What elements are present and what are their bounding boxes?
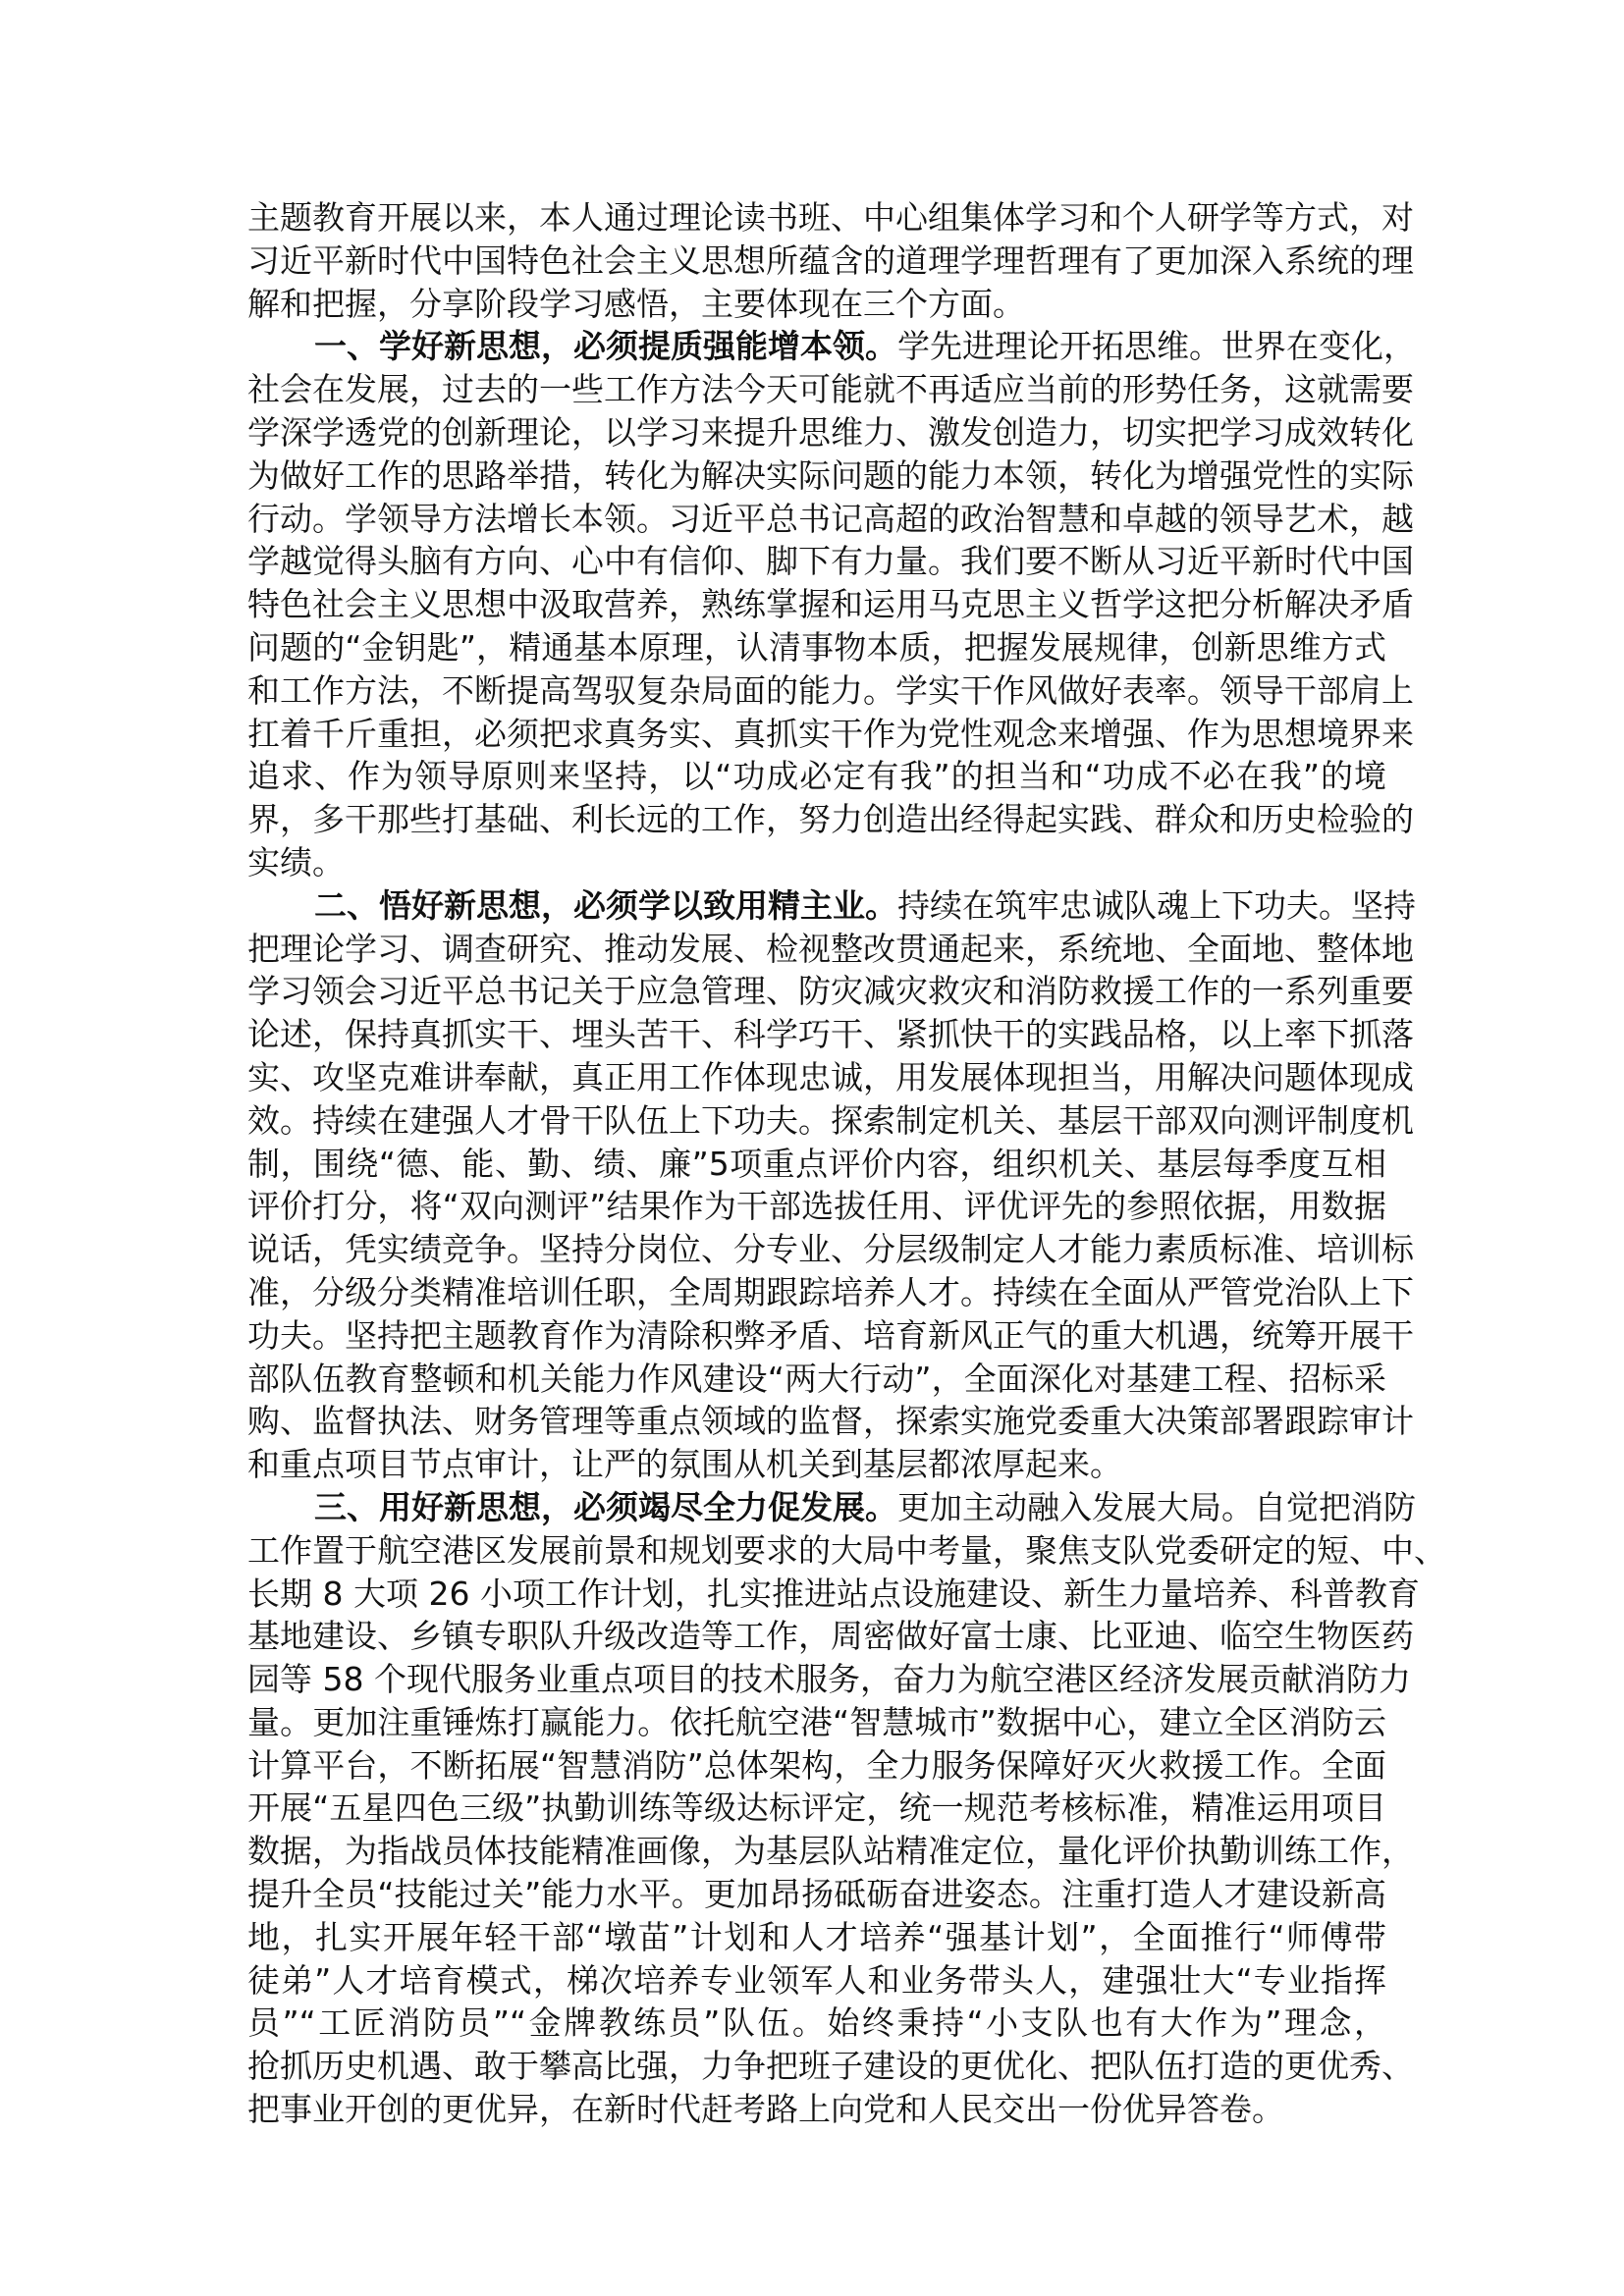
text-line bbox=[247, 1185, 1386, 1228]
text-line bbox=[247, 1830, 1414, 1873]
text-line bbox=[247, 283, 1386, 326]
line-text: 扛着千斤重担，必须把求真务实、真抓实干作为党性观念来增强、作为思想境界来 bbox=[247, 714, 1414, 753]
text-line bbox=[247, 1228, 1414, 1271]
line-text: 把事业开创的更优异，在新时代赶考路上向党和人民交出一份优异答卷。 bbox=[247, 2090, 1284, 2129]
line-text: 特色社会主义思想中汲取营养，熟练掌握和运用马克思主义哲学这把分析解决矛盾 bbox=[247, 585, 1414, 624]
text-line bbox=[247, 1959, 1386, 2002]
paragraph bbox=[247, 884, 1416, 1486]
text-line bbox=[247, 970, 1414, 1013]
line-text: 主题教育开展以来，本人通过理论读书班、中心组集体学习和个人研学等方式，对 bbox=[247, 198, 1414, 237]
line-text: 学深学透党的创新理论，以学习来提升思维力、激发创造力，切实把学习成效转化 bbox=[247, 412, 1414, 452]
line-text: 论述，保持真抓实干、埋头苦干、科学巧干、紧抓快干的实践品格，以上率下抓落 bbox=[247, 1015, 1414, 1054]
line-text: 为做好工作的思路举措，转化为解决实际问题的能力本领，转化为增强党性的实际 bbox=[247, 455, 1414, 495]
text-line bbox=[247, 626, 1386, 669]
line-text: 计算平台，不断拓展“智慧消防”总体架构，全力服务保障好灭火救援工作。全面 bbox=[247, 1745, 1386, 1785]
line-text: 制，围绕“德、能、勤、绩、廉”5项重点评价内容，组织机关、基层每季度互相 bbox=[247, 1144, 1386, 1183]
line-text: 更加主动融入发展大局。自觉把消防 bbox=[897, 1487, 1416, 1526]
text-line bbox=[247, 240, 1414, 283]
section-heading: 二、悟好新思想，必须学以致用精主业。 bbox=[314, 885, 897, 925]
text-line bbox=[247, 1056, 1414, 1099]
text-line bbox=[247, 540, 1414, 583]
text-line bbox=[247, 1873, 1386, 1916]
line-text: 地，扎实开展年轻干部“墩苗”计划和人才培养“强基计划”，全面推行“师傅带 bbox=[247, 1917, 1386, 1956]
text-line bbox=[247, 325, 1416, 368]
line-text: 社会在发展，过去的一些工作方法今天可能就不再适应当前的形势任务，这就需要 bbox=[247, 370, 1414, 409]
text-line bbox=[247, 1916, 1386, 1959]
line-text: 学先进理论开拓思维。世界在变化， bbox=[897, 327, 1416, 366]
text-line bbox=[247, 884, 1416, 928]
line-text: 效。持续在建强人才骨干队伍上下功夫。探索制定机关、基层干部双向测评制度机 bbox=[247, 1100, 1414, 1140]
line-text: 开展“五星四色三级”执勤训练等级达标评定，统一规范考核标准，精准运用项目 bbox=[247, 1789, 1386, 1828]
section-heading: 一、学好新思想，必须提质强能增本领。 bbox=[314, 327, 897, 366]
text-line bbox=[247, 1314, 1414, 1358]
line-text: 园等 58 个现代服务业重点项目的技术服务，奋力为航空港区经济发展贡献消防力 bbox=[247, 1660, 1411, 1699]
text-line bbox=[247, 669, 1414, 713]
line-text: 行动。学领导方法增长本领。习近平总书记高超的政治智慧和卓越的领导艺术，越 bbox=[247, 499, 1414, 538]
paragraph bbox=[247, 196, 1414, 325]
text-line bbox=[247, 1573, 1420, 1616]
text-line bbox=[247, 1143, 1386, 1186]
line-text: 功夫。坚持把主题教育作为清除积弊矛盾、培育新风正气的重大机遇，统筹开展干 bbox=[247, 1315, 1414, 1355]
line-text: 界，多干那些打基础、利长远的工作，努力创造出经得起实践、群众和历史检验的 bbox=[247, 800, 1414, 839]
text-line bbox=[247, 411, 1414, 454]
line-text: 徒弟”人才培育模式，梯次培养专业领军人和业务带头人，建强壮大“专业指挥 bbox=[247, 1960, 1386, 2000]
text-line bbox=[247, 928, 1414, 971]
line-text: 和工作方法，不断提高驾驭复杂局面的能力。学实干作风做好表率。领导干部肩上 bbox=[247, 670, 1414, 710]
line-text: 把理论学习、调查研究、推动发展、检视整改贯通起来，系统地、全面地、整体地 bbox=[247, 929, 1414, 968]
text-line bbox=[247, 2088, 1386, 2131]
text-line bbox=[247, 1529, 1446, 1573]
text-line bbox=[247, 1013, 1414, 1056]
line-text: 持续在筑牢忠诚队魂上下功夫。坚持 bbox=[897, 885, 1416, 925]
text-line bbox=[247, 841, 1386, 884]
text-line bbox=[247, 1615, 1414, 1658]
text-line bbox=[247, 1486, 1416, 1529]
text-line bbox=[247, 713, 1414, 756]
line-text: 量。更加注重锤炼打赢能力。依托航空港“智慧城市”数据中心，建立全区消防云 bbox=[247, 1702, 1386, 1741]
line-text: 习近平新时代中国特色社会主义思想所蕴含的道理学理哲理有了更加深入系统的理 bbox=[247, 240, 1414, 280]
line-text: 解和把握，分享阶段学习感悟，主要体现在三个方面。 bbox=[247, 284, 1025, 323]
line-text: 提升全员“技能过关”能力水平。更加昂扬砥砺奋进姿态。注重打造人才建设新高 bbox=[247, 1875, 1386, 1914]
line-text: 学习领会习近平总书记关于应急管理、防灾减灾救灾和消防救援工作的一系列重要 bbox=[247, 972, 1414, 1011]
line-text: 学越觉得头脑有方向、心中有信仰、脚下有力量。我们要不断从习近平新时代中国 bbox=[247, 542, 1414, 581]
text-line bbox=[247, 798, 1414, 841]
document-body bbox=[247, 196, 1446, 2131]
line-text: 部队伍教育整顿和机关能力作风建设“两大行动”，全面深化对基建工程、招标采 bbox=[247, 1359, 1386, 1398]
line-text: 准，分级分类精准培训任职，全周期跟踪培养人才。持续在全面从严管党治队上下 bbox=[247, 1272, 1414, 1311]
line-text: 数据，为指战员体技能精准画像，为基层队站精准定位，量化评价执勤训练工作， bbox=[247, 1832, 1414, 1871]
paragraph bbox=[247, 1486, 1446, 2131]
text-line bbox=[247, 1744, 1386, 1788]
text-line bbox=[247, 1400, 1414, 1443]
line-text: 员”“工匠消防员”“金牌教练员”队伍。始终秉持“小支队也有大作为”理念， bbox=[247, 2003, 1386, 2043]
line-text: 工作置于航空港区发展前景和规划要求的大局中考量，聚焦支队党委研定的短、中、 bbox=[247, 1530, 1446, 1570]
line-text: 问题的“金钥匙”，精通基本原理，认清事物本质，把握发展规律，创新思维方式 bbox=[247, 627, 1386, 667]
text-line bbox=[247, 1443, 1386, 1486]
line-text: 说话，凭实绩竞争。坚持分岗位、分专业、分层级制定人才能力素质标准、培训标 bbox=[247, 1230, 1414, 1269]
line-text: 实、攻坚克难讲奉献，真正用工作体现忠诚，用发展体现担当，用解决问题体现成 bbox=[247, 1057, 1414, 1096]
text-line bbox=[247, 1099, 1414, 1143]
text-line bbox=[247, 1271, 1414, 1314]
text-line bbox=[247, 2045, 1414, 2088]
text-line bbox=[247, 1787, 1386, 1830]
text-line bbox=[247, 2002, 1386, 2045]
line-text: 和重点项目节点审计，让严的氛围从机关到基层都浓厚起来。 bbox=[247, 1445, 1122, 1484]
text-line bbox=[247, 583, 1414, 626]
text-line bbox=[247, 454, 1414, 498]
line-text: 评价打分，将“双向测评”结果作为干部选拔任用、评优评先的参照依据，用数据 bbox=[247, 1187, 1386, 1226]
text-line bbox=[247, 755, 1386, 798]
line-text: 基地建设、乡镇专职队升级改造等工作，周密做好富士康、比亚迪、临空生物医药 bbox=[247, 1617, 1414, 1656]
line-text: 长期 8 大项 26 小项工作计划，扎实推进站点设施建设、新生力量培养、科普教育 bbox=[247, 1574, 1420, 1613]
text-line bbox=[247, 1358, 1386, 1401]
section-heading: 三、用好新思想，必须竭尽全力促发展。 bbox=[314, 1487, 897, 1526]
line-text: 抢抓历史机遇、敢于攀高比强，力争把班子建设的更优化、把队伍打造的更优秀、 bbox=[247, 2047, 1414, 2086]
text-line bbox=[247, 498, 1414, 541]
text-line bbox=[247, 196, 1414, 240]
text-line bbox=[247, 1658, 1411, 1701]
paragraph bbox=[247, 325, 1416, 883]
text-line bbox=[247, 1701, 1386, 1744]
text-line bbox=[247, 368, 1414, 411]
line-text: 实绩。 bbox=[247, 842, 345, 881]
line-text: 追求、作为领导原则来坚持，以“功成必定有我”的担当和“功成不必在我”的境 bbox=[247, 757, 1386, 796]
line-text: 购、监督执法、财务管理等重点领域的监督，探索实施党委重大决策部署跟踪审计 bbox=[247, 1402, 1414, 1441]
